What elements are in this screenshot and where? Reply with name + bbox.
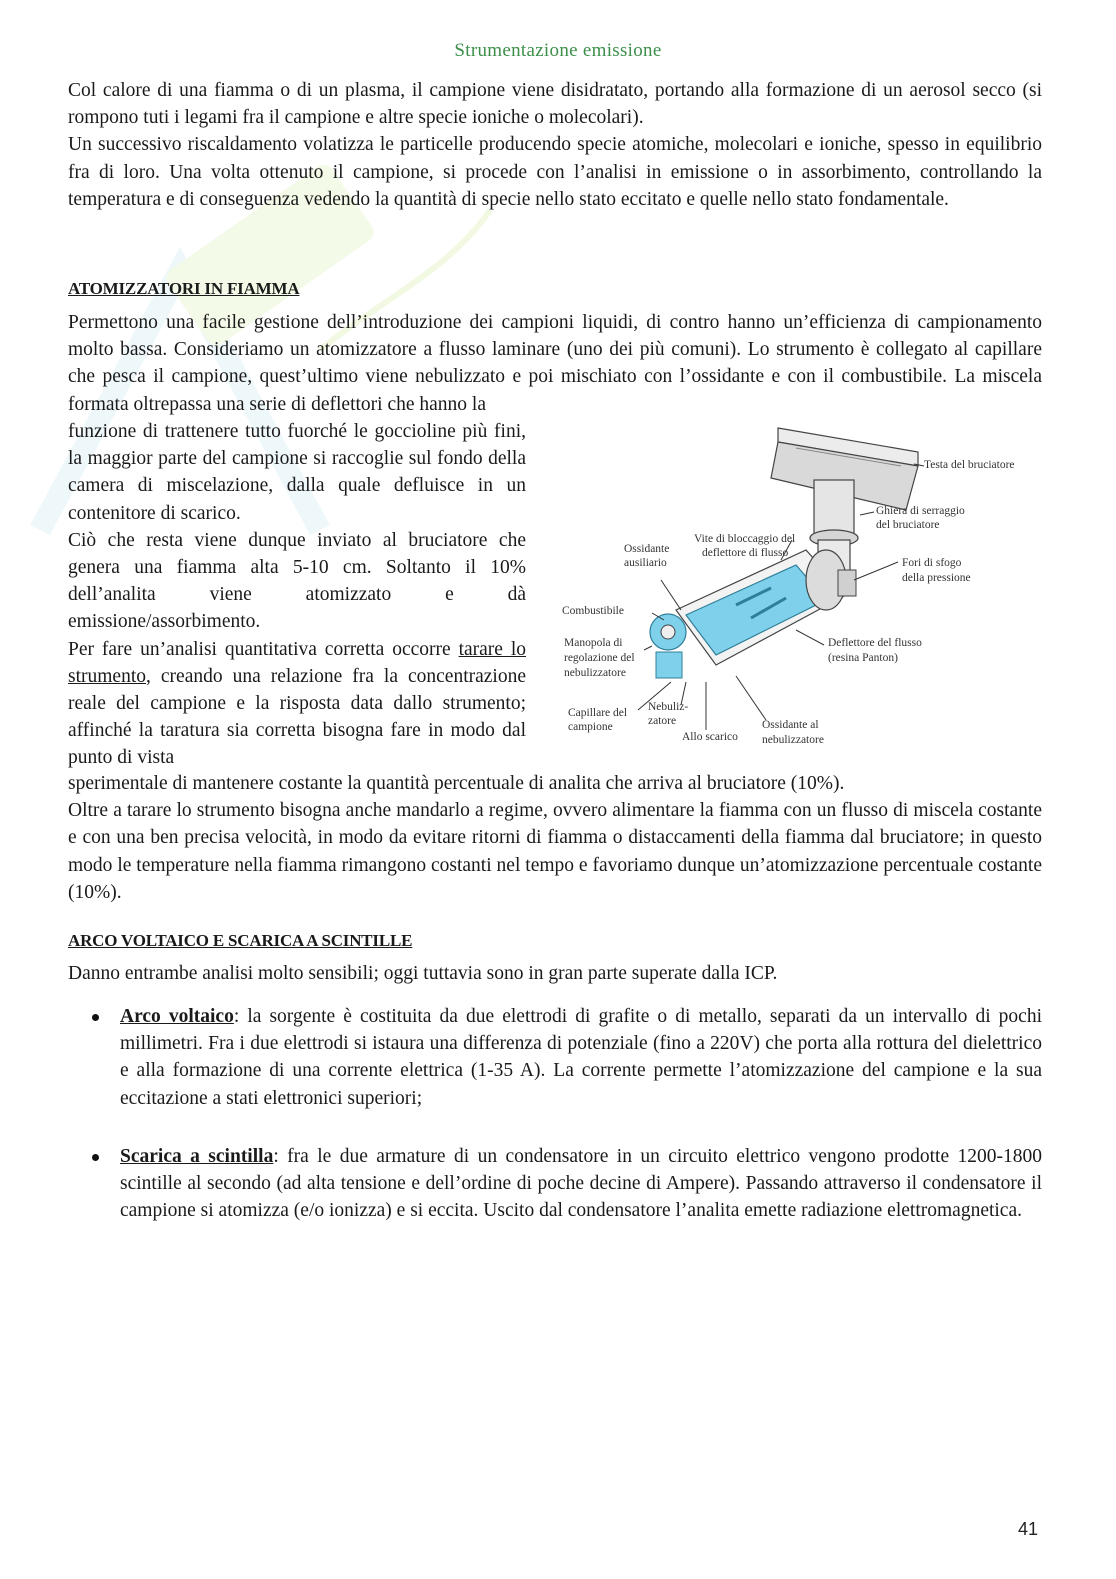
label-fori-line1: Fori di sfogo xyxy=(902,557,962,569)
section-heading-flame: ATOMIZZATORI IN FIAMMA xyxy=(68,279,300,298)
bullet-term: Arco voltaico xyxy=(120,1006,234,1027)
bullet-list-arc xyxy=(92,1003,1042,1112)
flame-text-bottom-2: Oltre a tarare lo strumento bisogna anche mandarlo a regime, ovvero alimentare la fiamma con un flusso di miscela costante e con una ben precisa velocità, in modo da evitare ritorni di fiamma o distaccamenti della fiamma dal bruciatore; in questo modo le temperature nella fiamma rimangono costanti nel tempo e favoriamo dunque un’atomizzazione percentuale costante (10%). xyxy=(68,800,1042,903)
label-vite-line2: deflettore di flusso xyxy=(702,547,789,559)
label-manopola-line1: Manopola di xyxy=(564,637,623,649)
label-ghiera-line2: del bruciatore xyxy=(876,519,940,531)
section-heading-arc: ARCO VOLTAICO E SCARICA A SCINTILLE xyxy=(68,931,413,950)
list-item xyxy=(92,1143,1042,1225)
flame-col-paragraph-1: funzione di trattenere tutto fuorché le goccioline più fini, la maggior parte del campione si raccoglie sul fondo della camera di miscelazione, dalla quale defluisce in un contenitore di scarico. xyxy=(68,421,526,524)
label-ossidante-aus-line1: Ossidante xyxy=(624,543,670,555)
flame-text-bottom-1: sperimentale di mantenere costante la quantità percentuale di analita che arriva al bruciatore (10%). xyxy=(68,773,845,794)
label-nebulizzatore-line2: zatore xyxy=(648,715,677,727)
flame-paragraph-top xyxy=(68,309,1042,418)
label-nebulizzatore-line1: Nebuliz- xyxy=(648,701,689,713)
label-deflettore-line1: Deflettore del flusso xyxy=(828,637,922,649)
running-header: Strumentazione emissione xyxy=(454,40,662,61)
flame-column-text xyxy=(68,418,526,772)
label-capillare-line2: campione xyxy=(568,721,613,733)
label-ossidante-neb-line2: nebulizzatore xyxy=(762,734,824,746)
bullet-dot-icon xyxy=(92,1014,99,1021)
bullet-term: Scarica a scintilla xyxy=(120,1146,274,1167)
burner-diagram xyxy=(556,420,1042,760)
label-vite-line1: Vite di bloccaggio del xyxy=(694,533,796,545)
page-number: 41 xyxy=(1018,1519,1039,1539)
flame-text-top: Permettono una facile gestione dell’introduzione dei campioni liquidi, di contro hanno un’efficienza di campionamento molto bassa. Consideriamo un atomizzatore a flusso laminare (uno dei più comuni). Lo strumento è collegato al capillare che pesca il campione, quest’ultimo viene nebulizzato e poi mischiato con l’ossidante e con il combustibile. La miscela formata oltrepassa una serie di deflettori che hanno la xyxy=(68,312,1042,415)
flame-col-text-b: , creando una relazione fra la concentrazione reale del campione e la risposta data dallo strumento; affinché la taratura sia corretta bisogna fare in modo dal punto di vista xyxy=(68,665,526,769)
label-manopola-line3: nebulizzatore xyxy=(564,667,626,679)
label-ossidante-neb-line1: Ossidante al xyxy=(762,719,819,731)
label-ghiera-line1: Ghiera di serraggio xyxy=(876,505,965,517)
label-burner-head: Testa del bruciatore xyxy=(924,459,1015,471)
label-manopola-line2: regolazione del xyxy=(564,652,635,664)
bullet-text: : la sorgente è costituita da due elettrodi di grafite o di metallo, separati da un intervallo di pochi millimetri. Fra i due elettrodi si istaura una differenza di potenziale (fino a 220V) che porta alla rottura del dielettrico e alla formazione di una corrente elettrica (1-35 A). La corrente permette l’atomizzazione del campione e la sua eccitazione a stati elettronici superiori; xyxy=(120,1006,1042,1109)
underlined-term-tarare: tarare lo strumento xyxy=(68,638,526,687)
bullet-text: : fra le due armature di un condensatore in un circuito elettrico vengono prodotte 1200-1800 scintille al secondo (ad alta tensione e dell’ordine di poche decine di Ampere). Passando attraverso il condensatore il campione si atomizza (e/o ionizza) e si eccita. Uscito dal condensatore l’analita emette radiazione elettromagnetica. xyxy=(120,1146,1043,1222)
intro-paragraph-2: Un successivo riscaldamento volatizza le particelle producendo specie atomiche, molecolari e ioniche, spesso in equilibrio fra di loro. Una volta ottenuto il campione, si procede con l’analisi in emissione o in assorbimento, controllando la temperatura e di conseguenza vedendo la quantità di specie nello stato eccitato e quelle nello stato fondamentale. xyxy=(68,134,1042,210)
nebulizer-knob xyxy=(650,614,686,678)
label-fori-line2: della pressione xyxy=(902,572,971,584)
flame-col-paragraph-2: Ciò che resta viene dunque inviato al bruciatore che genera una fiamma alta 5-10 cm. Soltanto il 10% dell’analita viene atomizzato e dà emissione/assorbimento. xyxy=(68,529,526,633)
label-scarico: Allo scarico xyxy=(682,731,738,743)
intro-paragraph-1: Col calore di una fiamma o di un plasma, il campione viene disidratato, portando alla formazione di un aerosol secco (si rompono tuti i legami fra il campione e altre specie ioniche o molecolari). xyxy=(68,80,1042,129)
flame-paragraph-bottom xyxy=(68,770,1042,906)
bullet-dot-icon xyxy=(92,1154,99,1161)
bullet-list-spark xyxy=(92,1143,1042,1225)
label-combustibile: Combustibile xyxy=(562,605,624,617)
label-capillare-line1: Capillare del xyxy=(568,707,628,719)
flame-col-text-a: Per fare un’analisi quantitativa corretta occorre xyxy=(68,638,459,660)
flame-col-paragraph-3 xyxy=(68,636,526,772)
label-deflettore-line2: (resina Panton) xyxy=(828,652,898,664)
label-ossidante-aus-line2: ausiliario xyxy=(624,557,667,569)
intro-section xyxy=(68,77,1042,213)
list-item xyxy=(92,1003,1042,1112)
arc-intro-paragraph: Danno entrambe analisi molto sensibili; oggi tuttavia sono in gran parte superate dalla ICP. xyxy=(68,963,778,984)
